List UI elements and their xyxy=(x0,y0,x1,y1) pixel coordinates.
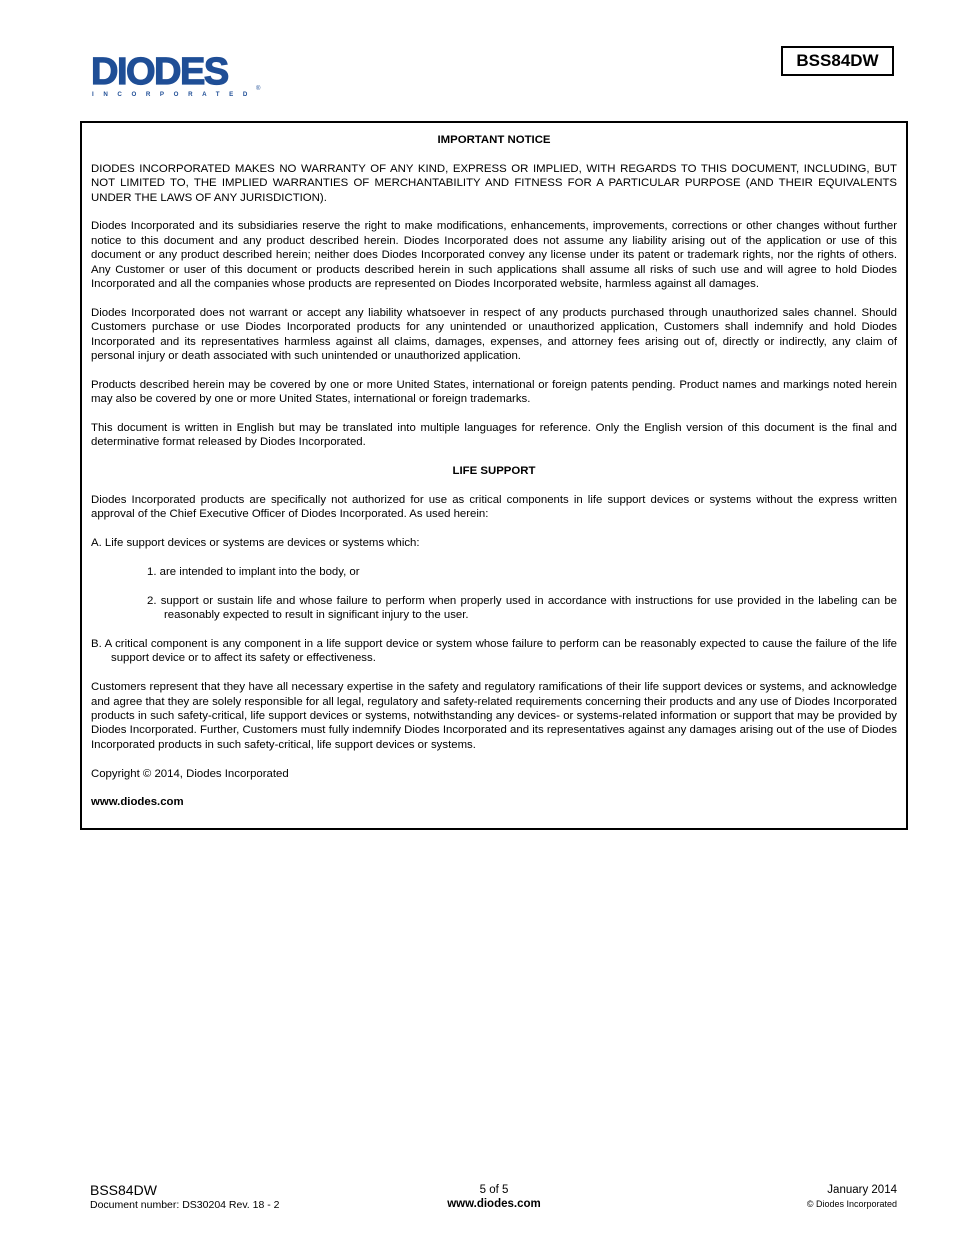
part-number-box: BSS84DW xyxy=(781,46,894,76)
notice-paragraph-patents: Products described herein may be covered by one or more United States, international or foreign patents pending. Product names and markings noted herein may also be covered by one or more United States, international or foreign trademarks. xyxy=(91,378,897,406)
footer-page-number: 5 of 5 xyxy=(479,1184,509,1196)
logo-wordmark: DIODES xyxy=(91,52,228,93)
life-support-item-a: A. Life support devices or systems are devices or systems which: xyxy=(91,537,420,550)
notice-paragraph-language: This document is written in English but may be translated into multiple languages for reference. Only the English version of this document is the final and determinative format released by Diodes Incorporated. xyxy=(91,422,897,449)
diodes-logo-graphic xyxy=(90,52,270,98)
copyright-line: Copyright © 2014, Diodes Incorporated xyxy=(91,767,289,780)
life-support-item-a-1: 1. are intended to implant into the body, or xyxy=(147,566,360,579)
life-support-title: LIFE SUPPORT xyxy=(452,465,536,478)
notice-paragraph-modifications: Diodes Incorporated and its subsidiaries reserve the right to make modifications, enhancements, improvements, corrections or other changes without further notice to this document and any product described herein. Diodes Incorporated does not assume any liability arising out of the application or use of this document or any product described herein; neither does Diodes Incorporated convey any license under its patent or trademark rights, nor the rights of others. Any Customer or user of this document or products described herein in such applications shall assume all risks of such use and will agree to hold Diodes Incorporated and all the companies whose products are represented on Diodes Incorporated website, harmless against all damages. xyxy=(91,220,897,291)
diodes-logo xyxy=(90,52,270,98)
logo-subtext: INCORPORATED xyxy=(92,91,257,98)
registered-mark-icon: ® xyxy=(256,86,261,92)
footer-date: January 2014 xyxy=(827,1184,897,1196)
life-support-item-b: B. A critical component is any component in a life support device or system whose failure to perform can be reasonably expected to cause the failure of the life support device or to affect its safety or effectiveness. xyxy=(91,638,897,665)
life-support-item-a-2: 2. support or sustain life and whose failure to perform when properly used in accordance with instructions for use provided in the labeling can be reasonably expected to result in significant injury to the user. xyxy=(147,594,897,622)
footer-center xyxy=(394,1183,594,1211)
footer-part-number: BSS84DW xyxy=(90,1182,157,1198)
website-link[interactable]: www.diodes.com xyxy=(91,796,184,809)
footer-right xyxy=(807,1183,897,1211)
customers-paragraph: Customers represent that they have all necessary expertise in the safety and regulatory ramifications of their life support devices or systems, and acknowledge and agree that they are solely responsible for all legal, regulatory and safety-related requirements concerning their products and any use of Diodes Incorporated products in such safety-critical, life support devices or systems, notwithstanding any devices- or systems-related information or support that may be provided by Diodes Incorporated. Further, Customers must fully indemnify Diodes Incorporated and its representatives against any damages arising out of the use of Diodes Incorporated products in such safety-critical, life support devices or systems. xyxy=(91,681,897,751)
life-support-intro: Diodes Incorporated products are specifically not authorized for use as critical components in life support devices or systems without the express written approval of the Chief Executive Officer of Diodes Incorporated. As used herein: xyxy=(91,494,897,521)
footer-left xyxy=(90,1182,280,1212)
notice-paragraph-liability: Diodes Incorporated does not warrant or accept any liability whatsoever in respect of any products purchased through unauthorized sales channel. Should Customers purchase or use Diodes Incorporated products for any unintended or unauthorized application, Customers shall indemnify and hold Diodes Incorporated and its representatives harmless against all claims, damages, expenses, and attorney fees arising out of, directly or indirectly, any claim of personal injury or death associated with such unintended or unauthorized application. xyxy=(91,306,897,363)
important-notice-title: IMPORTANT NOTICE xyxy=(437,134,551,146)
notice-paragraph-warranty: DIODES INCORPORATED MAKES NO WARRANTY OF ANY KIND, EXPRESS OR IMPLIED, WITH REGARDS TO THIS DOCUMENT, INCLUDING, BUT NOT LIMITED TO, THE IMPLIED WARRANTIES OF MERCHANTABILITY AND FITNESS FOR A PARTICULAR PURPOSE (AND THEIR EQUIVALENTS UNDER THE LAWS OF ANY JURISDICTION). xyxy=(91,162,897,204)
footer-copyright: © Diodes Incorporated xyxy=(806,1199,897,1209)
footer-document-number: Document number: DS30204 Rev. 18 - 2 xyxy=(90,1199,280,1211)
footer-website-link[interactable]: www.diodes.com xyxy=(447,1198,541,1210)
important-notice-box xyxy=(80,121,908,830)
